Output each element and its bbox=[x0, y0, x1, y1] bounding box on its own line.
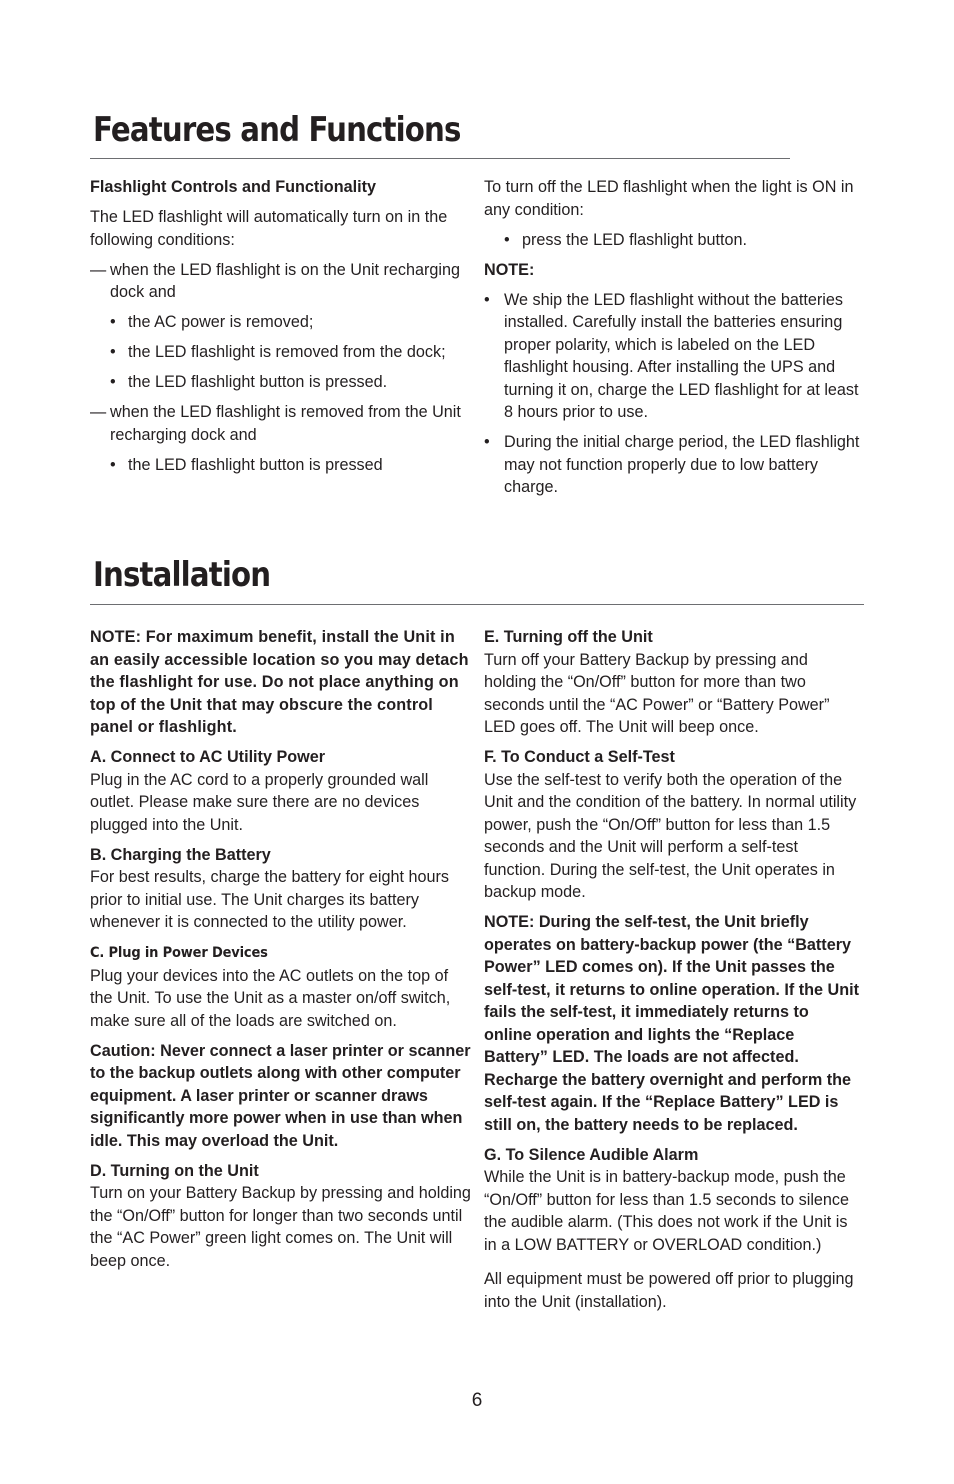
flashlight-heading: Flashlight Controls and Functionality bbox=[90, 178, 376, 196]
section-f-heading: F. To Conduct a Self-Test bbox=[484, 748, 675, 766]
section-c-heading: C. Plug in Power Devices bbox=[90, 945, 268, 961]
bullet-marker: • bbox=[110, 313, 116, 331]
self-test-note: NOTE: During the self-test, the Unit briefly operates on battery-backup power (the “Battery Power” LED comes on). If the Unit passes the self-test, it returns to online operation. If the Unit fails the self-test, it immediately returns to online operation and lights the “Replace Battery” LED. The loads are not affected. Recharge the battery overnight and perform the self-test again. If the “Replace Battery” LED is still on, the battery needs to be replaced. bbox=[484, 913, 860, 1134]
list-item bbox=[90, 311, 470, 334]
list-item bbox=[90, 341, 470, 364]
installation-note: NOTE: For maximum benefit, install the Unit in an easily accessible location so you may detach the flashlight for use. Do not place anything on top of the Unit that may obscure the control panel or flashlight. bbox=[90, 628, 469, 736]
section-c-text: Plug your devices into the AC outlets on the top of the Unit. To use the Unit as a master on/off switch, make sure all of the loads are switched on. bbox=[90, 966, 451, 1030]
section-b-text: For best results, charge the battery for eight hours prior to initial use. The Unit charges its battery whenever it is connected to the utility power. bbox=[90, 868, 450, 931]
section-b-heading: B. Charging the Battery bbox=[90, 845, 271, 864]
turn-off-text: To turn off the LED flashlight when the light is ON in any condition: bbox=[484, 178, 854, 219]
condition-dash-1-text: when the LED flashlight is on the Unit recharging dock and bbox=[110, 260, 461, 301]
note-label: NOTE: bbox=[484, 260, 535, 279]
features-right-column bbox=[484, 176, 862, 506]
section-g bbox=[484, 1144, 860, 1257]
flashlight-intro: The LED flashlight will automatically turn on in the following conditions: bbox=[90, 208, 448, 249]
list-item-text: the LED flashlight is removed from the dock; bbox=[128, 343, 446, 361]
bullet-marker: • bbox=[110, 455, 116, 474]
final-note: All equipment must be powered off prior to plugging into the Unit (installation). bbox=[484, 1270, 854, 1311]
list-item bbox=[484, 289, 862, 424]
features-rule bbox=[90, 158, 790, 159]
bullet-marker: • bbox=[110, 373, 116, 391]
condition-dash-2-text: when the LED flashlight is removed from the Unit recharging dock and bbox=[110, 403, 461, 444]
section-f bbox=[484, 746, 860, 904]
installation-right-column bbox=[484, 626, 860, 1321]
section-e-text: Turn off your Battery Backup by pressing and holding the “On/Off” button for more than two seconds until the “AC Power” or “Battery Power” LED goes off. The Unit will beep once. bbox=[484, 650, 830, 736]
list-item-text: the LED flashlight button is pressed bbox=[128, 455, 383, 474]
list-item-text: During the initial charge period, the LED flashlight may not function properly due to low battery charge. bbox=[504, 433, 860, 496]
dash-marker: — bbox=[90, 403, 107, 421]
list-item bbox=[484, 229, 862, 252]
section-g-text: While the Unit is in battery-backup mode, push the “On/Off” button for less than 1.5 seconds to silence the audible alarm. (This does not work if the Unit is in a LOW BATTERY or OVERLOAD condition.) bbox=[484, 1168, 850, 1254]
caution-text: Caution: Never connect a laser printer or scanner to the backup outlets along with other computer equipment. A laser printer or scanner draws significantly more power when in use than when idle. This may overload the Unit. bbox=[90, 1041, 471, 1150]
section-d-heading: D. Turning on the Unit bbox=[90, 1161, 259, 1180]
section-g-heading: G. To Silence Audible Alarm bbox=[484, 1145, 699, 1164]
bullet-marker: • bbox=[504, 230, 510, 249]
section-a-text: Plug in the AC cord to a properly grounded wall outlet. Please make sure there are no devices plugged into the Unit. bbox=[90, 770, 429, 834]
bullet-marker: • bbox=[484, 290, 490, 309]
list-item-text: We ship the LED flashlight without the batteries installed. Carefully install the batteries ensuring proper polarity, which is labeled on the LED flashlight housing. After installing the UPS and turning it on, charge the LED flashlight for at least 8 hours prior to use. bbox=[504, 290, 859, 421]
features-left-column bbox=[90, 176, 470, 484]
section-b bbox=[90, 844, 472, 934]
installation-title: Installation bbox=[93, 555, 271, 595]
installation-rule bbox=[90, 604, 864, 605]
list-item bbox=[90, 454, 470, 477]
section-f-text: Use the self-test to verify both the operation of the Unit and the condition of the battery. In normal utility power, push the “On/Off” button for less than 1.5 seconds and the Unit will perform a self-test function. During the self-test, the Unit operates in backup mode. bbox=[484, 770, 857, 901]
list-item bbox=[484, 431, 862, 499]
list-item bbox=[90, 371, 470, 394]
installation-left-column bbox=[90, 626, 472, 1280]
list-item-text: the LED flashlight button is pressed. bbox=[128, 373, 388, 391]
bullet-marker: • bbox=[110, 343, 116, 361]
section-d-text: Turn on your Battery Backup by pressing and holding the “On/Off” button for longer than two seconds until the “AC Power” green light comes on. The Unit will beep once. bbox=[90, 1184, 471, 1270]
list-item-text: press the LED flashlight button. bbox=[522, 230, 747, 249]
features-title: Features and Functions bbox=[93, 110, 461, 150]
list-item-text: the AC power is removed; bbox=[128, 313, 314, 331]
section-e-heading: E. Turning off the Unit bbox=[484, 628, 653, 646]
section-a-heading: A. Connect to AC Utility Power bbox=[90, 748, 326, 766]
bullet-marker: • bbox=[484, 433, 490, 451]
page-number: 6 bbox=[471, 1390, 483, 1411]
section-e bbox=[484, 626, 860, 739]
condition-dash-1 bbox=[90, 259, 470, 304]
section-d bbox=[90, 1160, 472, 1273]
section-c bbox=[90, 941, 472, 1032]
dash-marker: — bbox=[90, 260, 107, 279]
section-a bbox=[90, 746, 472, 836]
condition-dash-2 bbox=[90, 401, 470, 446]
